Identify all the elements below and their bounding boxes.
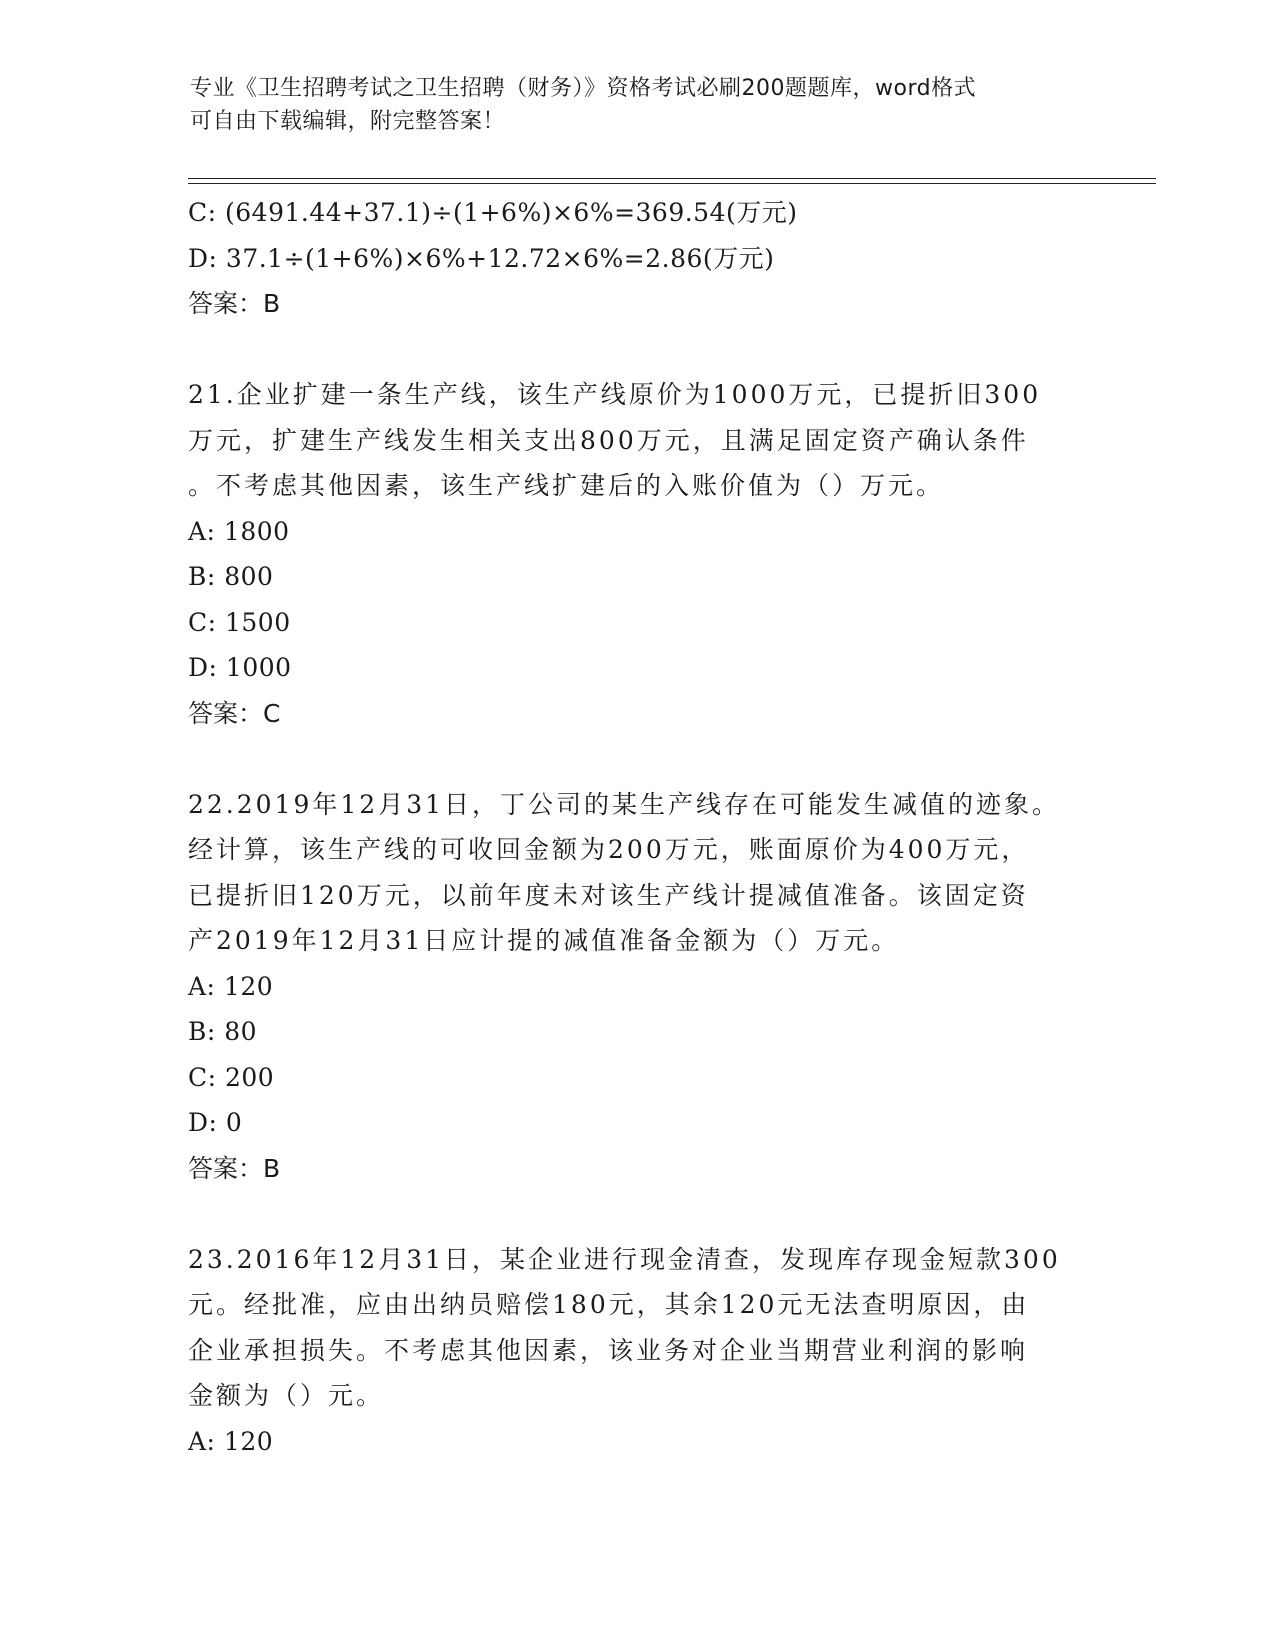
question-line: 。不考虑其他因素，该生产线扩建后的入账价值为（）万元。: [188, 471, 945, 500]
question-line: 21.企业扩建一条生产线，该生产线原价为1000万元，已提折旧300: [188, 380, 1042, 409]
question-line: 已提折旧120万元，以前年度未对该生产线计提减值准备。该固定资: [188, 880, 1029, 910]
header-line-2: 可自由下载编辑，附完整答案！: [190, 109, 506, 134]
page-header: [190, 72, 1090, 138]
option-a: A: 120: [188, 1426, 274, 1456]
option-c: C: (6491.44+37.1)÷(1+6%)×6%=369.54(万元): [188, 198, 798, 227]
question-line: 23.2016年12月31日，某企业进行现金清查，发现库存现金短款300: [188, 1244, 1061, 1274]
question-line: 金额为（）元。: [188, 1381, 385, 1410]
option-c: C: 200: [188, 1062, 275, 1092]
option-d: D: 1000: [188, 653, 292, 682]
question-line: 万元，扩建生产线发生相关支出800万元，且满足固定资产确认条件: [188, 425, 1029, 455]
answer: 答案：C: [188, 698, 281, 728]
option-c: C: 1500: [188, 607, 291, 637]
question-21: [188, 372, 1088, 736]
header-line-1: 专业《卫生招聘考试之卫生招聘（财务）》资格考试必刷200题题库，word格式: [190, 76, 977, 101]
spacer: [188, 1191, 1088, 1237]
option-d: D: 37.1÷(1+6%)×6%+12.72×6%=2.86(万元): [188, 243, 775, 273]
question-line: 22.2019年12月31日，丁公司的某生产线存在可能发生减值的迹象。: [188, 789, 1061, 819]
option-b: B: 80: [188, 1017, 258, 1046]
previous-question-tail: [188, 190, 1088, 327]
answer: 答案：B: [188, 289, 281, 318]
question-line: 企业承担损失。不考虑其他因素，该业务对企业当期营业利润的影响: [188, 1335, 1029, 1365]
question-line: 产2019年12月31日应计提的减值准备金额为（）万元。: [188, 926, 900, 955]
question-22: [188, 782, 1088, 1192]
question-23: [188, 1237, 1088, 1465]
question-line: 元。经批准，应由出纳员赔偿180元，其余120元无法查明原因，由: [188, 1290, 1030, 1319]
answer: 答案：B: [188, 1153, 281, 1183]
option-a: A: 120: [188, 971, 274, 1001]
spacer: [188, 327, 1088, 373]
question-line: 经计算，该生产线的可收回金额为200万元，账面原价为400万元，: [188, 835, 1030, 864]
document-body: [188, 190, 1088, 1464]
option-b: B: 800: [188, 562, 274, 591]
spacer: [188, 736, 1088, 782]
option-a: A: 1800: [188, 516, 290, 546]
option-d: D: 0: [188, 1108, 243, 1137]
header-divider: [188, 178, 1156, 184]
